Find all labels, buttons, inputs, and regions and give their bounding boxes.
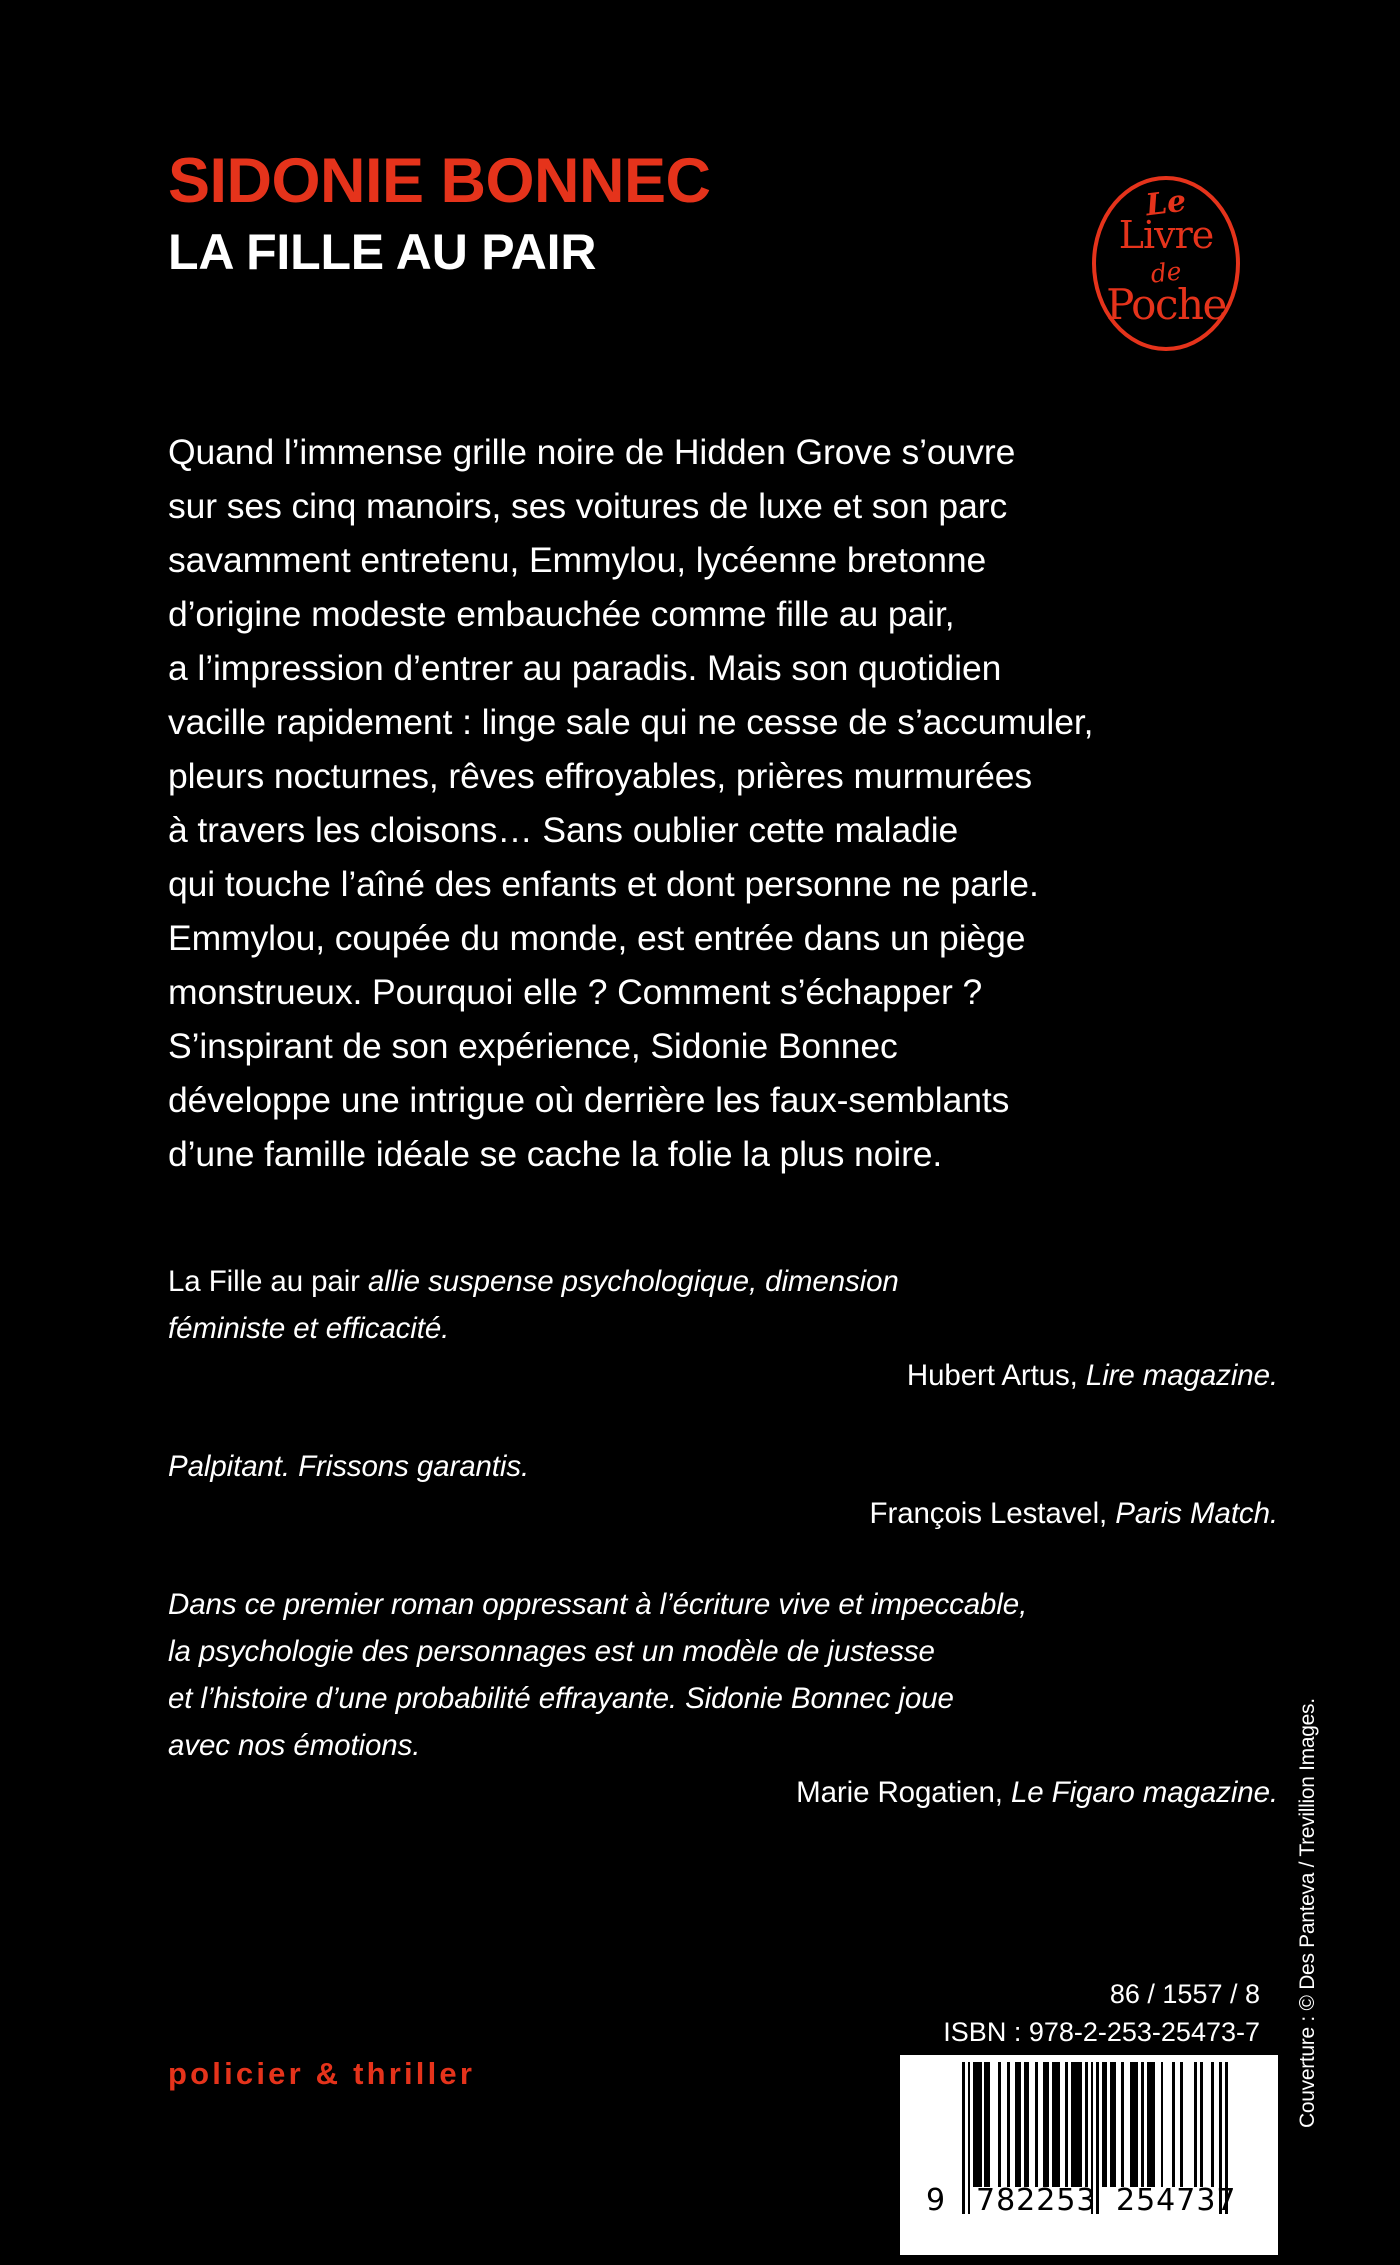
catalog-code: 86 / 1557 / 8	[1109, 1979, 1260, 2009]
book-blurb	[168, 425, 1278, 1181]
ean13-barcode	[900, 2055, 1278, 2255]
genre-label: policier & thriller	[168, 2056, 476, 2091]
quote-magazine: Paris Match.	[1115, 1497, 1278, 1530]
quote-magazine: Lire magazine.	[1085, 1359, 1278, 1392]
quote-line: la psychologie des personnages est un modèle de justesse	[168, 1635, 935, 1668]
press-quotes	[168, 1258, 1278, 1860]
quote-line: Dans ce premier roman oppressant à l’écriture vive et impeccable,	[168, 1588, 1028, 1621]
logo-text-de: de	[1149, 256, 1183, 289]
blurb-line: d’origine modeste embauchée comme fille au pair,	[168, 594, 955, 634]
quote-author: François Lestavel,	[869, 1497, 1108, 1530]
quote-roman-lead: La Fille au pair	[168, 1265, 360, 1298]
blurb-line: a l’impression d’entrer au paradis. Mais son quotidien	[168, 648, 1002, 688]
author-name: SIDONIE BONNEC	[168, 146, 711, 216]
quote-line: avec nos émotions.	[168, 1729, 421, 1762]
blurb-line: à travers les cloisons… Sans oublier cette maladie	[168, 810, 959, 850]
quote-text	[168, 1443, 1278, 1490]
blurb-line: savamment entretenu, Emmylou, lycéenne bretonne	[168, 540, 987, 580]
blurb-line: Quand l’immense grille noire de Hidden Grove s’ouvre	[168, 432, 1016, 472]
quote-line: Palpitant. Frissons garantis.	[168, 1450, 530, 1483]
barcode-bars	[962, 2062, 1228, 2187]
blurb-line: sur ses cinq manoirs, ses voitures de luxe et son parc	[168, 486, 1008, 526]
quote-text	[168, 1258, 1278, 1352]
quote-line: et l’histoire d’une probabilité effrayante. Sidonie Bonnec joue	[168, 1682, 954, 1715]
press-quote	[168, 1581, 1278, 1816]
publisher-codes	[943, 1975, 1260, 2051]
livre-de-poche-logo	[1092, 176, 1240, 351]
logo-inner	[1096, 180, 1236, 347]
blurb-line: monstrueux. Pourquoi elle ? Comment s’échapper ?	[168, 972, 983, 1012]
cover-photo-credit: Couverture : © Des Panteva / Trevillion Images.	[1296, 1698, 1319, 2128]
quote-attribution	[168, 1352, 1278, 1399]
blurb-line: S’inspirant de son expérience, Sidonie Bonnec	[168, 1026, 898, 1066]
isbn-code: ISBN : 978-2-253-25473-7	[943, 2017, 1260, 2047]
press-quote	[168, 1443, 1278, 1537]
quote-line	[168, 1258, 1278, 1305]
cover-header	[168, 146, 1238, 280]
book-title: LA FILLE AU PAIR	[168, 224, 597, 280]
quote-attribution	[168, 1769, 1278, 1816]
quote-author: Hubert Artus,	[906, 1359, 1078, 1392]
logo-text-poche: Poche	[1106, 280, 1226, 329]
quote-italic-part: allie suspense psychologique, dimension	[359, 1265, 899, 1298]
blurb-line: pleurs nocturnes, rêves effroyables, prières murmurées	[168, 756, 1033, 796]
barcode-left-group: 782253	[976, 2183, 1097, 2218]
blurb-line: d’une famille idéale se cache la folie la plus noire.	[168, 1134, 943, 1174]
blurb-line: qui touche l’aîné des enfants et dont personne ne parle.	[168, 864, 1039, 904]
blurb-line: développe une intrigue où derrière les faux-semblants	[168, 1080, 1010, 1120]
blurb-line: Emmylou, coupée du monde, est entrée dans un piège	[168, 918, 1026, 958]
barcode-right-group: 254737	[1116, 2183, 1237, 2218]
quote-author: Marie Rogatien,	[796, 1776, 1003, 1809]
quote-magazine: Le Figaro magazine.	[1010, 1776, 1278, 1809]
press-quote	[168, 1258, 1278, 1399]
barcode-lead-digit: 9	[926, 2183, 947, 2218]
logo-text-livre: Livre	[1118, 213, 1214, 257]
logo-text-le: Le	[1143, 183, 1189, 224]
quote-line: féministe et efficacité.	[168, 1312, 450, 1345]
quote-text	[168, 1581, 1278, 1769]
blurb-line: vacille rapidement : linge sale qui ne cesse de s’accumuler,	[168, 702, 1094, 742]
quote-attribution	[168, 1490, 1278, 1537]
